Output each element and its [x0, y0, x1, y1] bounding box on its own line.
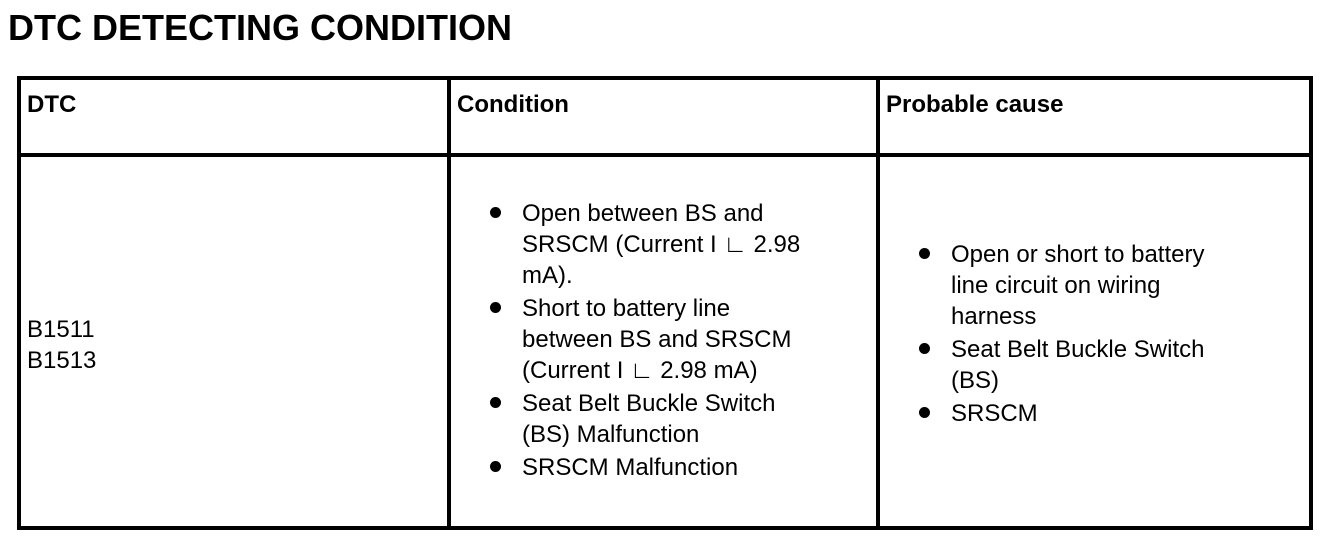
bullet-icon: [490, 461, 501, 472]
page-title: DTC DETECTING CONDITION: [8, 7, 512, 48]
condition-text: Short to battery line between BS and SRSCM (Current I ∟ 2.98 mA): [522, 295, 792, 384]
list-item: [951, 239, 1239, 332]
list-item: [522, 293, 816, 386]
table-header-row: [19, 78, 1311, 155]
condition-text: Open between BS and SRSCM (Current I ∟ 2.98 mA).: [522, 200, 801, 289]
bullet-icon: [919, 407, 930, 418]
dtc-table: [17, 76, 1313, 530]
bullet-icon: [490, 397, 501, 408]
bullet-icon: [919, 343, 930, 354]
dtc-cell: [19, 155, 449, 528]
bullet-icon: [490, 302, 501, 313]
bullet-icon: [490, 207, 501, 218]
condition-cell: [449, 155, 878, 528]
bullet-icon: [919, 248, 930, 259]
probable-cause-list: [880, 239, 1309, 429]
condition-list: [451, 198, 876, 483]
condition-text: SRSCM Malfunction: [522, 454, 739, 481]
header-probable-cause: Probable cause: [878, 78, 1311, 155]
probable-cause-cell: [878, 155, 1311, 528]
header-condition: Condition: [449, 78, 878, 155]
header-dtc: DTC: [19, 78, 449, 155]
list-item: [522, 198, 816, 291]
table-row: [19, 155, 1311, 528]
cause-text: SRSCM: [951, 399, 1038, 427]
list-item: [522, 452, 816, 483]
list-item: [951, 398, 1239, 429]
dtc-code: B1513: [27, 346, 97, 374]
cause-text: Seat Belt Buckle Switch (BS): [951, 335, 1205, 394]
list-item: [522, 388, 816, 450]
list-item: [951, 334, 1239, 396]
dtc-code: B1511: [27, 315, 95, 343]
condition-text: Seat Belt Buckle Switch (BS) Malfunction: [522, 390, 776, 448]
cause-text: Open or short to battery line circuit on wiring harness: [951, 240, 1205, 330]
